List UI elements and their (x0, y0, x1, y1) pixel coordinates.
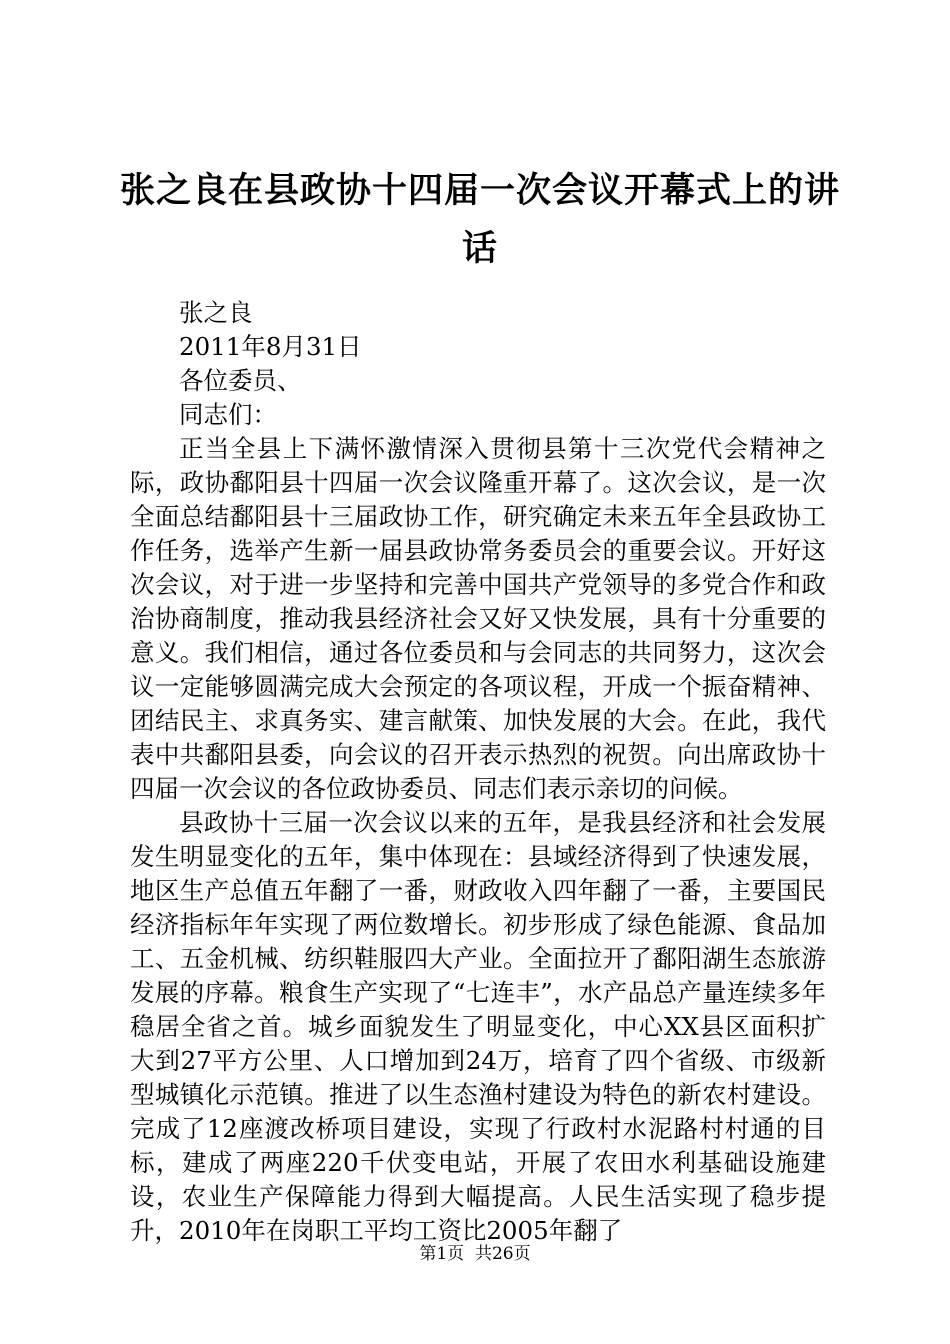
body-paragraph: 正当全县上下满怀激情深入贯彻县第十三次党代会精神之际，政协鄱阳县十四届一次会议隆重开幕了。这次会议，是一次全面总结鄱阳县十三届政协工作，研究确定未来五年全县政协工作任务，选举产生新一届县政协常务委员会的重要会议。开好这次会议，对于进一步坚持和完善中国共产党领导的多党合作和政治协商制度，推动我县经济社会又好又快发展，具有十分重要的意义。我们相信，通过各位委员和与会同志的共同努力，这次会议一定能够圆满完成大会预定的各项议程，开成一个振奋精神、团结民主、求真务实、建言献策、加快发展的大会。在此，我代表中共鄱阳县委，向会议的召开表示热烈的祝贺。向出席政协十四届一次会议的各位政协委员、同志们表示亲切的问候。 (130, 434, 826, 803)
salutation-line: 各位委员、 (179, 366, 302, 395)
document-body (130, 296, 826, 1248)
body-paragraph: 县政协十三届一次会议以来的五年，是我县经济和社会发展发生明显变化的五年，集中体现在：县域经济得到了快速发展，地区生产总值五年翻了一番，财政收入四年翻了一番，主要国民经济指标年年实现了两位数增长。初步形成了绿色能源、食品加工、五金机械、纺织鞋服四大产业。全面拉开了鄱阳湖生态旅游发展的序幕。粮食生产实现了“七连丰”，水产品总产量连续多年稳居全省之首。城乡面貌发生了明显变化，中心XX县区面积扩大到27平方公里、人口增加到24万，培育了四个省级、市级新型城镇化示范镇。推进了以生态渔村建设为特色的新农村建设。完成了12座渡改桥项目建设，实现了行政村水泥路村村通的目标，建成了两座220千伏变电站，开展了农田水利基础设施建设，农业生产保障能力得到大幅提高。人民生活实现了稳步提升，2010年在岗职工平均工资比2005年翻了 (130, 808, 826, 1245)
salutation-line: 同志们： (179, 400, 277, 429)
document-title: 张之良在县政协十四届一次会议开幕式上的讲话 (120, 170, 841, 269)
page-footer (0, 1242, 950, 1266)
date-line: 2011年8月31日 (179, 332, 362, 361)
author-line: 张之良 (179, 298, 253, 327)
page-number: 第1页 共26页 (419, 1244, 531, 1264)
